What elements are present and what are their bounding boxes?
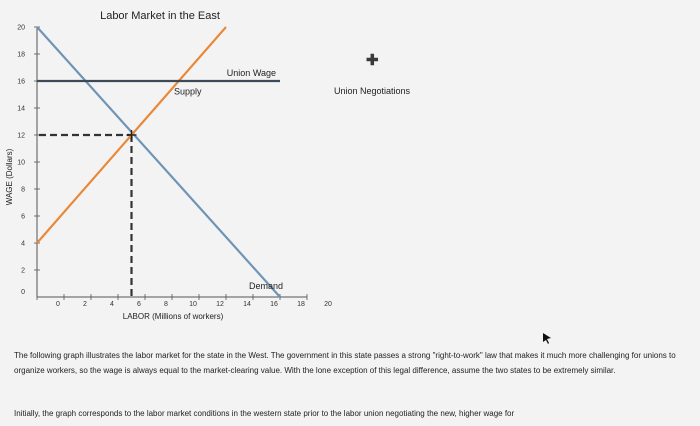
union-wage-label: Union Wage xyxy=(226,68,276,78)
y-tick-label: 20 xyxy=(17,24,25,32)
tick-labels xyxy=(17,25,332,309)
x-tick-label: 2 xyxy=(83,301,87,308)
y-tick-label: 16 xyxy=(17,78,25,86)
demand-label: Demand xyxy=(248,281,283,291)
instructions-paragraph-1: The following graph illustrates the labor market for the state in the West. The government in this state passes a strong "right-to-work" law that makes it much more challenging for unions to organize workers, so the wage is always equal to the market-clearing value. With the lone exception of this legal difference, assume the two states to be extremely similar. xyxy=(14,351,676,375)
x-tick-label: 14 xyxy=(243,301,251,308)
x-tick-label: 18 xyxy=(297,301,305,308)
x-tick-label: 0 xyxy=(56,301,60,308)
y-origin-label: 0 xyxy=(21,289,25,296)
y-tick-label: 14 xyxy=(17,105,25,113)
supply-label: Supply xyxy=(174,86,202,97)
curve-labels xyxy=(174,68,283,291)
instructions-paragraph-2: Initially, the graph corresponds to the labor market conditions in the western state prior to the labor union negotiating the new, higher wage for xyxy=(14,409,515,418)
y-tick-label: 6 xyxy=(21,213,25,221)
x-tick-label: 6 xyxy=(137,301,141,308)
x-tick-label: 16 xyxy=(270,301,278,308)
equilibrium-guides xyxy=(39,135,132,297)
y-tick-label: 12 xyxy=(17,132,25,140)
y-tick-label: 10 xyxy=(17,159,25,167)
y-tick-label: 2 xyxy=(21,267,25,275)
x-tick-label: 20 xyxy=(324,301,332,308)
x-tick-label: 4 xyxy=(110,301,114,308)
y-tick-label: 4 xyxy=(21,240,25,248)
y-tick-label: 8 xyxy=(21,186,25,194)
x-tick-label: 8 xyxy=(164,301,168,308)
x-tick-label: 12 xyxy=(216,301,224,308)
legend-label: Union Negotiations xyxy=(334,86,411,96)
x-tick-label: 10 xyxy=(189,301,197,308)
y-axis-label: WAGE (Dollars) xyxy=(5,148,14,206)
chart-title: Labor Market in the East xyxy=(100,10,220,22)
y-tick-label: 18 xyxy=(17,51,25,59)
plus-cross-icon[interactable]: ✚ xyxy=(366,52,379,69)
x-axis-label: LABOR (Millions of workers) xyxy=(122,312,224,321)
